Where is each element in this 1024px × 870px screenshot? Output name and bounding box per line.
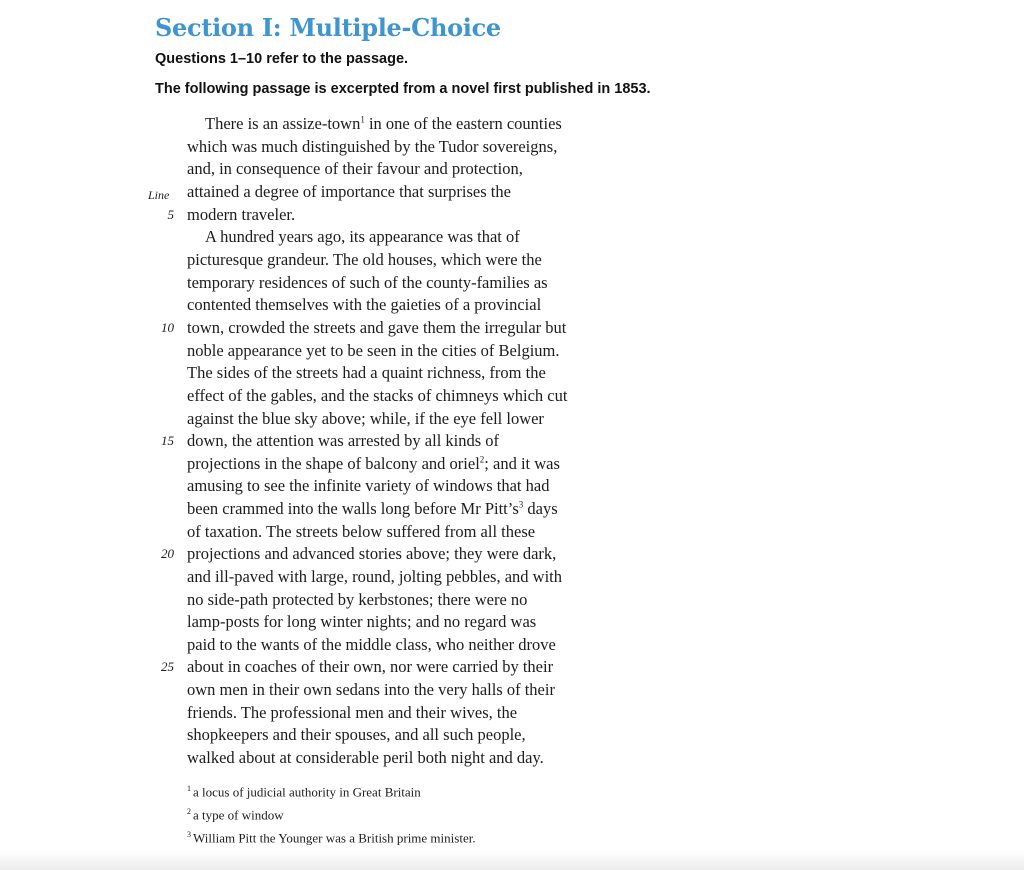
line-number: 25 <box>161 659 174 674</box>
passage-line: modern traveler. <box>187 205 296 224</box>
passage-line: and ill-paved with large, round, jolting pebbles, and with <box>187 567 562 586</box>
passage-line: contented themselves with the gaieties of a provincial <box>187 295 542 314</box>
passage-line: paid to the wants of the middle class, who neither drove <box>187 635 556 654</box>
passage-line: no side-path protected by kerbstones; there were no <box>187 590 528 609</box>
line-label: Line <box>148 188 170 202</box>
questions-reference: Questions 1–10 refer to the passage. <box>155 51 409 67</box>
passage-line: down, the attention was arrested by all kinds of <box>187 431 500 450</box>
passage-line: amusing to see the infinite variety of windows that had <box>187 476 550 495</box>
passage-line: lamp-posts for long winter nights; and no regard was <box>187 612 537 631</box>
passage-line: of taxation. The streets below suffered from all these <box>187 522 536 541</box>
passage-line: been crammed into the walls long before Mr $Pitt’s^3$ days <box>187 499 558 518</box>
passage-line: temporary residences of such of the county-families as <box>187 273 548 292</box>
passage-line: which was much distinguished by the Tudor sovereigns, <box>187 137 558 156</box>
passage-line: attained a degree of importance that surprises the <box>187 182 511 201</box>
footnote: $^1$ a locus of judicial authority in Great Britain <box>187 784 421 800</box>
passage-line: projections and advanced stories above; they were dark, <box>187 544 557 563</box>
passage-line: walked about at considerable peril both night and day. <box>187 748 544 767</box>
passage-line: projections in the shape of balcony and oriel$^2$; and it was <box>187 454 560 473</box>
passage-line: noble appearance yet to be seen in the cities of Belgium. <box>187 341 560 360</box>
footnote-ref: 2 <box>479 454 485 465</box>
passage-line: and, in consequence of their favour and protection, <box>187 159 523 178</box>
passage-line: against the blue sky above; while, if the eye fell lower <box>187 409 544 428</box>
section-title: Section I: Multiple-Choice <box>155 13 501 42</box>
passage-line: town, crowded the streets and gave them the irregular but <box>187 318 567 337</box>
line-number: 5 <box>167 207 174 222</box>
footnote-mark: 2 <box>187 807 191 816</box>
passage-line: picturesque grandeur. The old houses, which were the <box>187 250 542 269</box>
passage-line: own men in their own sedans into the very halls of their <box>187 680 555 699</box>
passage-line: friends. The professional men and their wives, the <box>187 703 518 722</box>
footnote-mark: 3 <box>187 830 191 839</box>
passage-line: There is an assize-town$^1$ in one of the eastern counties <box>205 114 562 133</box>
line-number: 10 <box>161 320 174 335</box>
footnote-mark: 1 <box>187 784 191 793</box>
footnote: $^3$ William Pitt the Younger was a British prime minister. <box>187 830 476 846</box>
line-number: 15 <box>161 433 174 448</box>
footnote-ref: 3 <box>518 499 524 510</box>
footnote-ref: 1 <box>360 114 365 125</box>
page-bottom-edge <box>0 850 1024 870</box>
passage-line: effect of the gables, and the stacks of chimneys which cut <box>187 386 568 405</box>
line-number: 20 <box>161 546 174 561</box>
passage-intro: The following passage is excerpted from a novel first published in 1853. <box>155 81 651 97</box>
footnote: $^2$ a type of window <box>187 807 284 823</box>
passage-line: about in coaches of their own, nor were carried by their <box>187 657 554 676</box>
passage-line: shopkeepers and their spouses, and all such people, <box>187 725 526 744</box>
passage-line: A hundred years ago, its appearance was that of <box>205 227 520 246</box>
passage-line: The sides of the streets had a quaint richness, from the <box>187 363 546 382</box>
